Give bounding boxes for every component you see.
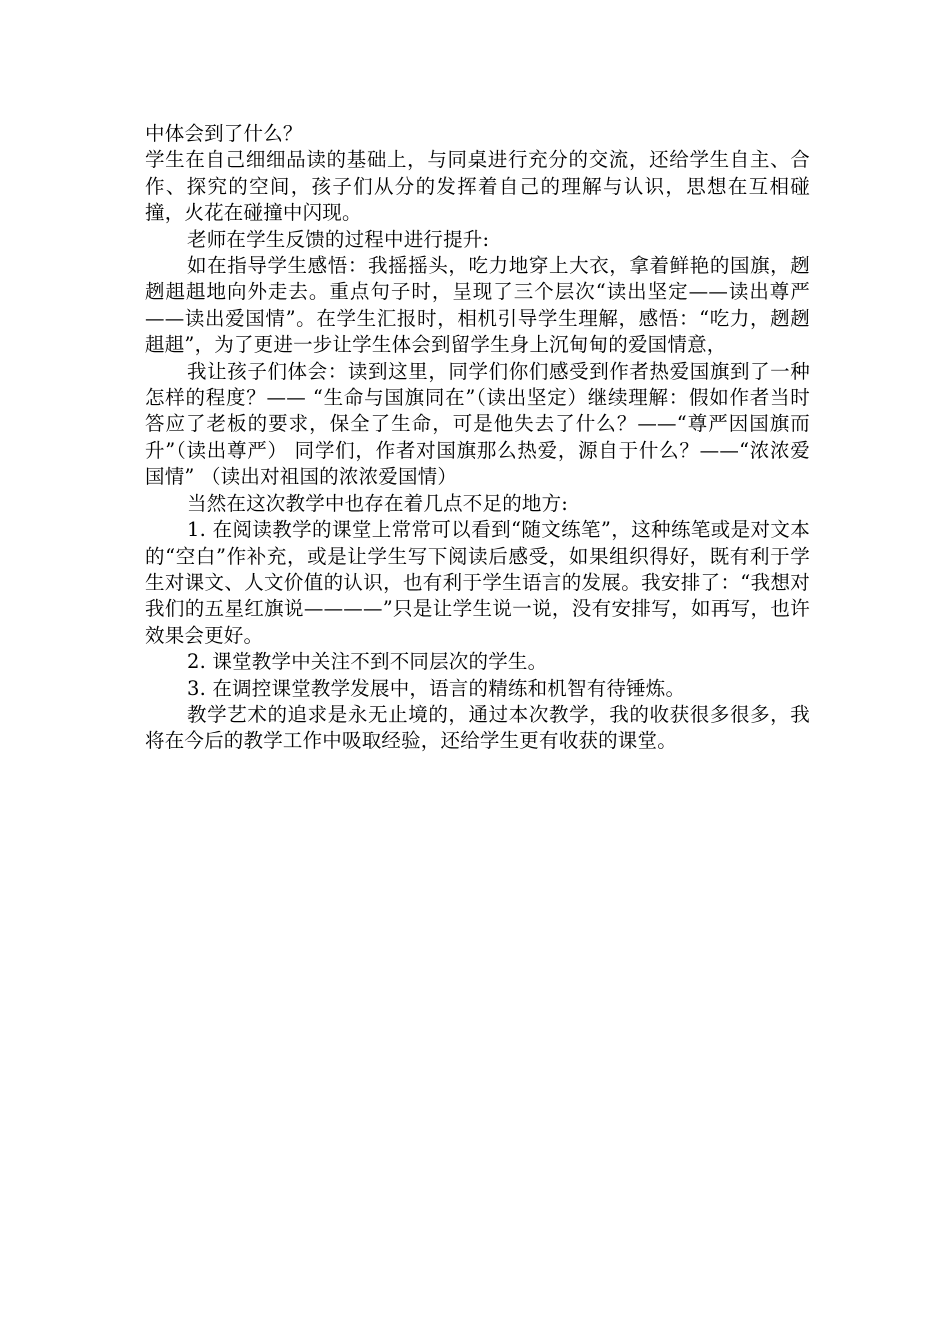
paragraph-discussion: 学生在自己细细品读的基础上，与同桌进行充分的交流，还给学生自主、合作、探究的空间，孩子们从分的发挥着自己的理解与认识，思想在互相碰撞，火花在碰撞中闪现。: [145, 148, 810, 225]
paragraph-shortcoming-2: 2. 课堂教学中关注不到不同层次的学生。: [187, 650, 548, 674]
paragraph-shortcoming-3: 3. 在调控课堂教学发展中，语言的精练和机智有待锤炼。: [187, 676, 686, 700]
paragraph-shortcoming-1: 1. 在阅读教学的课堂上常常可以看到“随文练笔”，这种练笔或是对文本的“空白”作补充，或是让学生写下阅读后感受，如果组织得好，既有利于学生对课文、人文价值的认识，也有利于学生语言的发展。我安排了：“我想对我们的五星红旗说————”只是让学生说一说，没有安排写，如再写，也许效果会更好。: [145, 518, 810, 647]
paragraph-guidance-example: 如在指导学生感悟：我摇摇头，吃力地穿上大衣，拿着鲜艳的国旗，趔趔趄趄地向外走去。重点句子时，呈现了三个层次“读出坚定——读出尊严——读出爱国情”。在学生汇报时，相机引导学生理解，感悟：“吃力，趔趔趄趄”，为了更进一步让学生体会到留学生身上沉甸甸的爱国情意，: [145, 254, 810, 357]
paragraph-shortcomings-intro: 当然在这次教学中也存在着几点不足的地方:: [187, 491, 569, 515]
paragraph-children-experience: 我让孩子们体会：读到这里，同学们你们感受到作者热爱国旗到了一种怎样的程度？—— “生命与国旗同在”（读出坚定）继续理解：假如作者当时答应了老板的要求，保全了生命，可是他失去了什么？——“尊严因国旗而升”（读出尊严） 同学们，作者对国旗那么热爱，源自于什么？——“浓浓爱国情” （读出对祖国的浓浓爱国情）: [145, 359, 810, 489]
paragraph-continuation: 中体会到了什么？: [145, 122, 303, 145]
document-body: [145, 121, 810, 755]
paragraph-conclusion: 教学艺术的追求是永无止境的，通过本次教学，我的收获很多很多，我将在今后的教学工作中吸取经验，还给学生更有收获的课堂。: [145, 702, 810, 753]
paragraph-teacher-feedback: 老师在学生反馈的过程中进行提升:: [187, 227, 490, 251]
